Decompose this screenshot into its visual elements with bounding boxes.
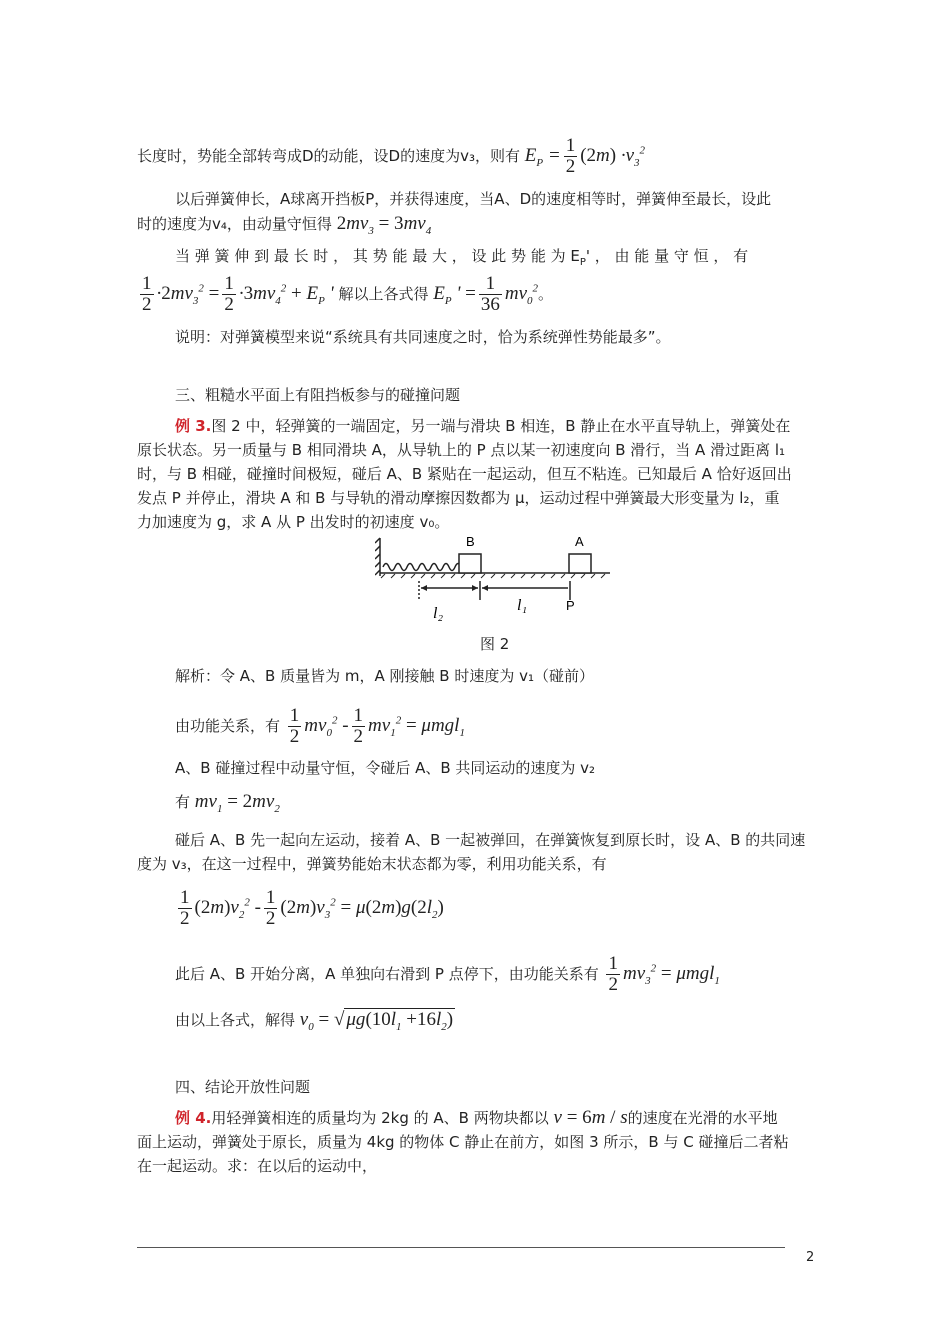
section-heading: 四、结论开放性问题 — [175, 1078, 311, 1096]
example-line: 例 3.图 2 中，轻弹簧的一端固定，另一端与滑块 B 相连，B 静止在水平直导轨上，弹簧处在 — [175, 417, 791, 435]
example-line: 时，与 B 相碰，碰撞时间极短，碰后 A、B 紧贴在一起运动，但互不粘连。已知最后 A 恰好返回出 — [137, 465, 792, 483]
formula-momentum: $2mv_3 = 3mv_4$ — [336, 213, 432, 237]
solution-line: 此后 A、B 开始分离，A 单独向右滑到 P 点停下，由功能关系有 $\frac{1}{2}$ $mv_3^2 = \mu mgl_1$ — [175, 953, 720, 995]
formula-energy: $\frac{1}{2}$ $\cdot 2mv_3^2$ = $\frac{1}{2}$ $\cdot 3mv_4^2 + E_P$ ' — [142, 273, 334, 315]
label-l2: l₂ — [433, 605, 444, 622]
example-line: 发点 P 并停止，滑块 A 和 B 与导轨的滑动摩擦因数都为 μ，运动过程中弹簧最大形变量为 l₂，重 — [137, 489, 780, 507]
paragraph-line: 长度时，势能全部转弯成D的动能，设D的速度为v₃，则有 $E_P$ = $\frac{1}{2}$ $(2m) \cdot v_3^2$ — [137, 135, 646, 177]
solution-line — [175, 888, 855, 929]
label-p: P — [566, 598, 575, 613]
figure-caption: 图 2 — [480, 635, 510, 653]
paragraph-line: $\frac{1}{2}$ $\cdot 2mv_3^2$ = $\frac{1}{2}$ $\cdot 3mv_4^2 + E_P$ ' 解以上各式得 $E_P$ ' = $\frac{1}{36}$ $mv_0^2$。 — [137, 274, 817, 315]
solution-line: 度为 v₃，在这一过程中，弹簧势能始末状态都为零，利用功能关系，有 — [137, 855, 607, 873]
formula-friction-2: $\frac{1}{2}$ $(2m)v_2^2$ - $\frac{1}{2}$ $(2m)v_3^2 = \mu(2m)g(2l_2)$ — [180, 887, 444, 929]
footer-divider — [137, 1247, 785, 1248]
note-line: 说明：对弹簧模型来说“系统具有共同速度之时，恰为系统弹性势能最多”。 — [175, 328, 671, 346]
solution-line: 碰后 A、B 先一起向左运动，接着 A、B 一起被弹回，在弹簧恢复到原长时，设 A、B 的共同速 — [175, 831, 806, 849]
formula-friction-3: $\frac{1}{2}$ $mv_3^2 = \mu mgl_1$ — [608, 953, 720, 995]
formula-velocity: v = 6m / s — [553, 1107, 628, 1128]
label-l1: l₁ — [517, 597, 528, 614]
example-line: 例 4.用轻弹簧相连的质量均为 2kg 的 A、B 两物块都以 v = 6m / s的速度在光滑的水平地 — [175, 1107, 778, 1128]
formula-momentum-2: $mv_1 = 2mv_2$ — [194, 791, 280, 815]
label-a: A — [575, 534, 584, 549]
formula-ep: $E_P$ = $\frac{1}{2}$ $(2m) \cdot v_3^2$ — [524, 135, 646, 177]
solution-line: 由以上各式，解得 $v_0$ = √ $\mu g(10l_1 +16l_2)$ — [175, 1009, 454, 1033]
example-label: 例 4. — [175, 1109, 212, 1127]
page-number: 2 — [806, 1250, 815, 1265]
example-line: 在一起运动。求：在以后的运动中， — [137, 1157, 378, 1175]
paragraph-line: 当 弹 簧 伸 到 最 长 时 ， 其 势 能 最 大 ， 设 此 势 能 为 $E_P'$ ， 由 能 量 守 恒 ， 有 — [175, 247, 749, 268]
solution-line: 有 $mv_1 = 2mv_2$ — [175, 791, 280, 815]
example-line: 力加速度为 g，求 A 从 P 出发时的初速度 v₀。 — [137, 513, 450, 531]
example-line: 原长状态。另一质量与 B 相同滑块 A，从导轨上的 P 点以某一初速度向 B 滑行，当 A 滑过距离 l₁ — [137, 441, 786, 459]
formula-v0: $v_0$ = √ $\mu g(10l_1 +16l_2)$ — [299, 1009, 454, 1033]
solution-line: 由功能关系，有 $\frac{1}{2}$ $mv_0^2$ - $\frac{1}{2}$ $mv_1^2 = \mu mgl_1$ — [175, 705, 465, 747]
paragraph-line: 以后弹簧伸长，A球离开挡板P，并获得速度，当A、D的速度相等时，弹簧伸至最长，设此 — [175, 190, 772, 208]
formula-result-ep: $E_P$ ' = $\frac{1}{36}$ $mv_0^2$ — [433, 273, 539, 315]
section-heading: 三、粗糙水平面上有阻挡板参与的碰撞问题 — [175, 386, 461, 404]
solution-line: A、B 碰撞过程中动量守恒，令碰后 A、B 共同运动的速度为 v₂ — [175, 759, 596, 777]
figure-2-diagram — [375, 528, 615, 623]
example-label: 例 3. — [175, 417, 212, 435]
paragraph-line: 时的速度为v₄，由动量守恒得 $2mv_3 = 3mv_4$ — [137, 213, 432, 237]
example-line: 面上运动，弹簧处于原长，质量为 4kg 的物体 C 静止在前方，如图 3 所示，B 与 C 碰撞后二者粘 — [137, 1133, 789, 1151]
label-b: B — [466, 534, 475, 549]
formula-friction-1: $\frac{1}{2}$ $mv_0^2$ - $\frac{1}{2}$ $mv_1^2 = \mu mgl_1$ — [289, 705, 465, 747]
solution-line: 解析：令 A、B 质量皆为 m，A 刚接触 B 时速度为 v₁（碰前） — [175, 667, 594, 685]
